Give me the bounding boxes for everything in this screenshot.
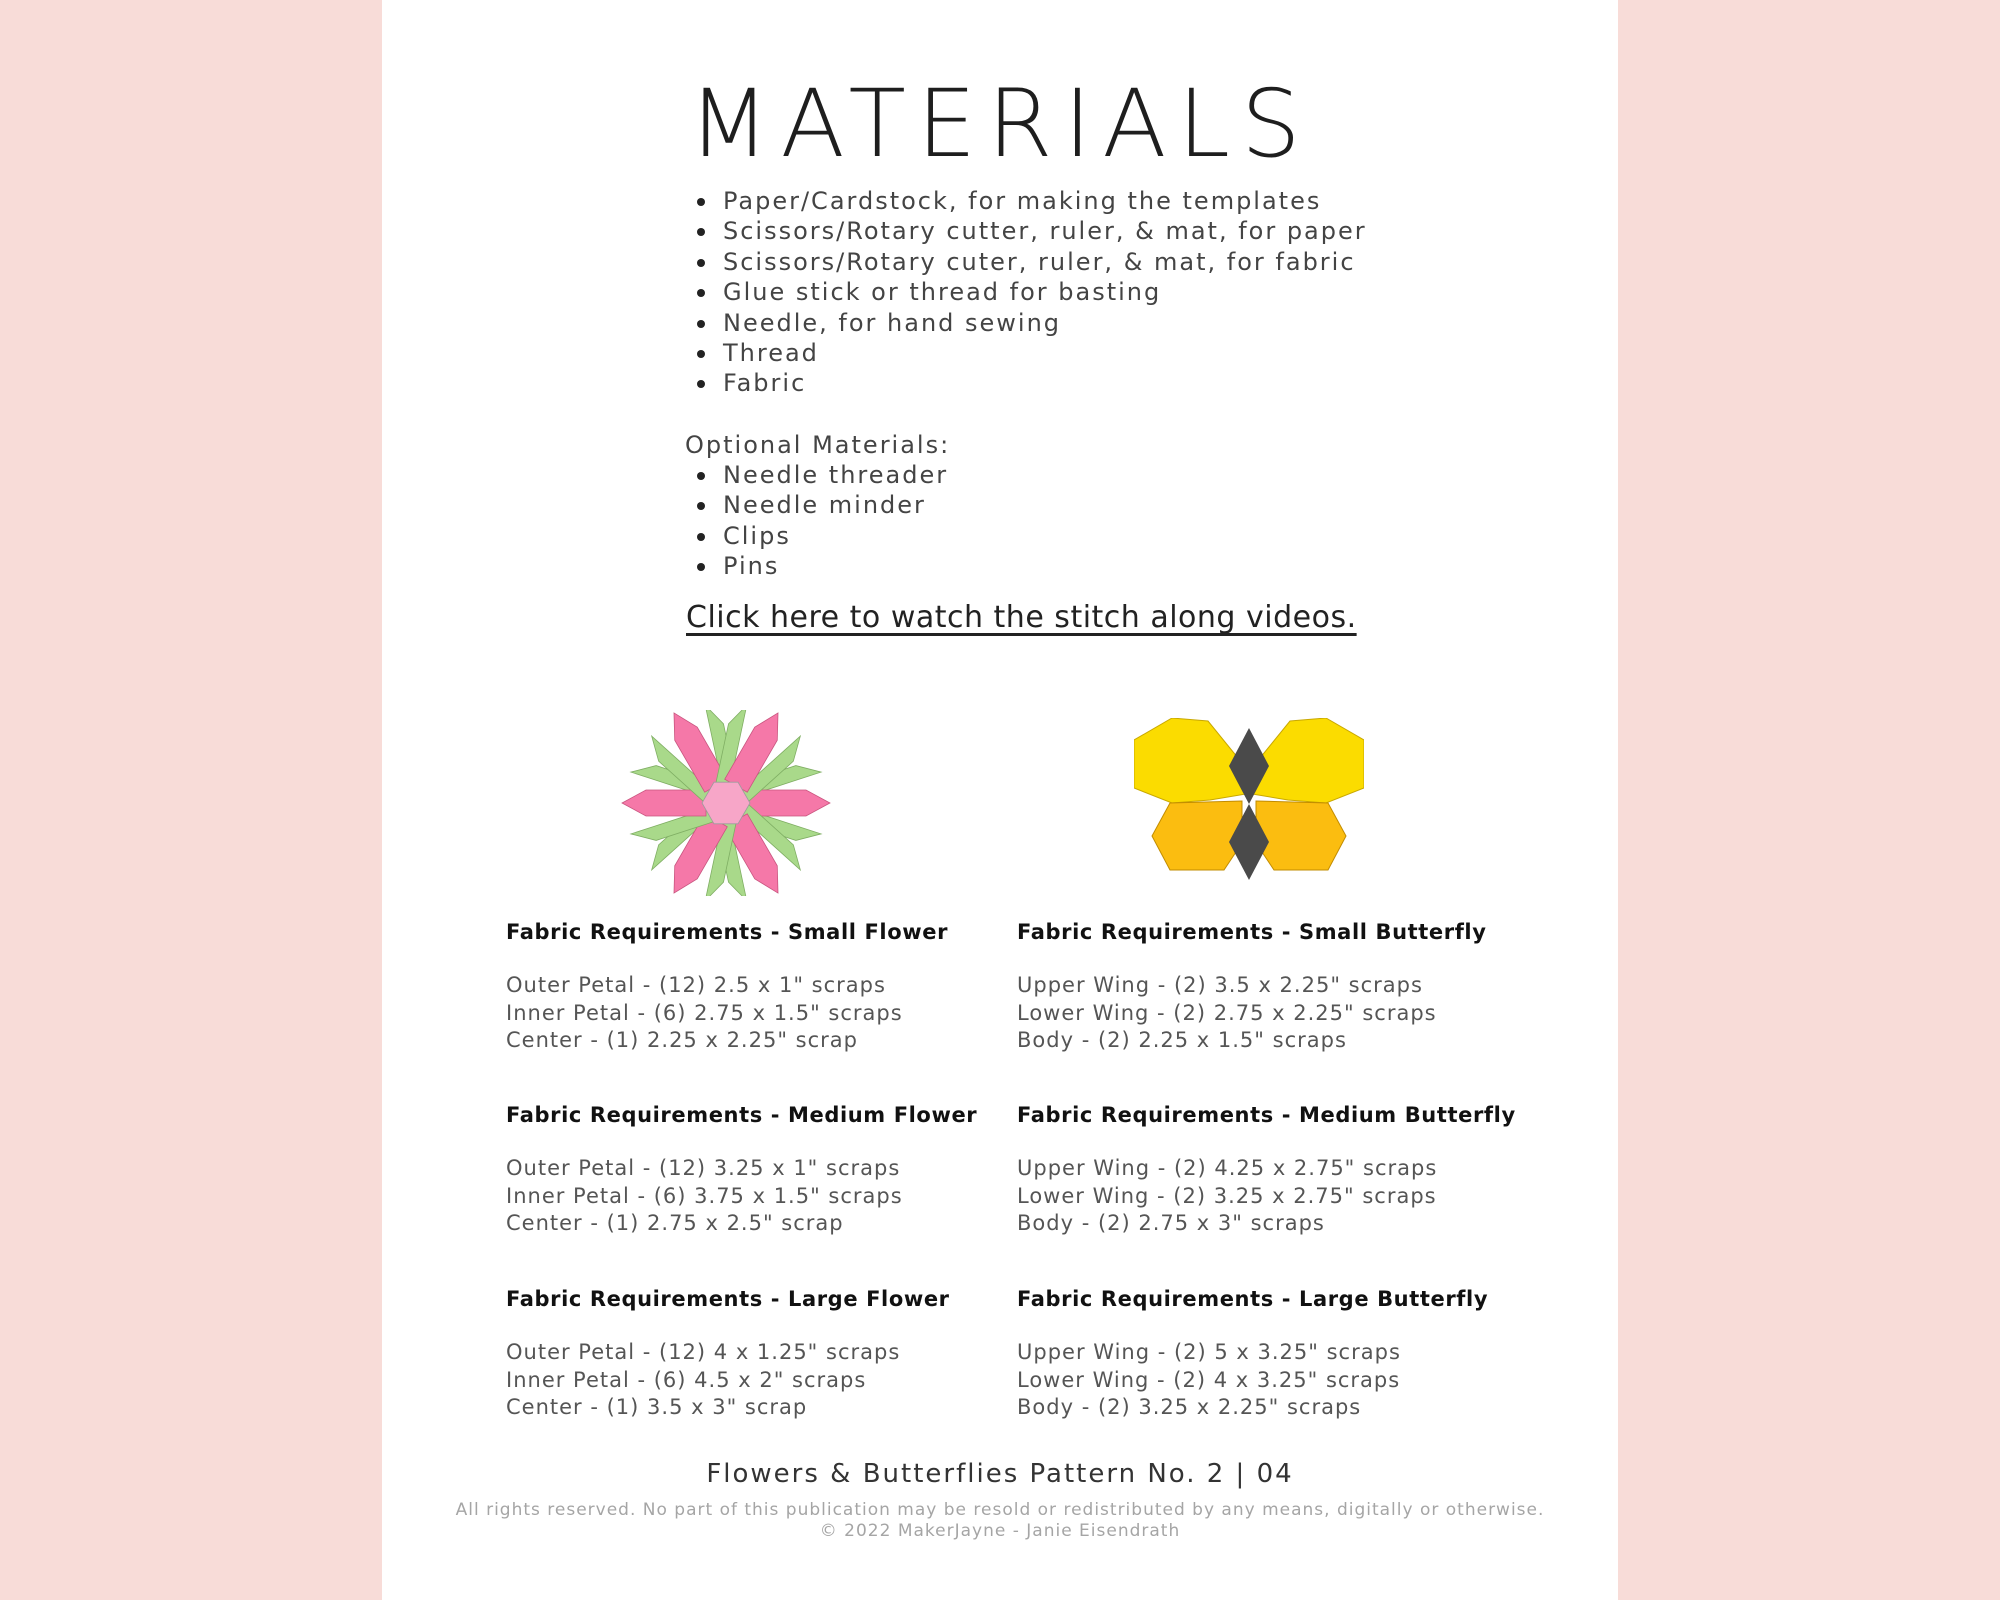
list-item: Needle minder: [685, 490, 948, 520]
req-line: Inner Petal - (6) 2.75 x 1.5" scraps: [506, 1000, 903, 1025]
flower-illustration: [618, 710, 834, 896]
req-line: Inner Petal - (6) 3.75 x 1.5" scraps: [506, 1183, 903, 1208]
req-line: Center - (1) 2.75 x 2.5" scrap: [506, 1211, 844, 1235]
req-line: Outer Petal - (12) 4 x 1.25" scraps: [506, 1340, 901, 1364]
req-heading: Fabric Requirements - Medium Butterfly: [1017, 1103, 1516, 1127]
lower-left-wing: [1152, 801, 1242, 870]
list-item: Paper/Cardstock, for making the templates: [685, 186, 1367, 216]
footer-pattern-title: Flowers & Butterflies Pattern No. 2 | 04: [706, 1459, 1294, 1489]
req-line: Outer Petal - (12) 3.25 x 1" scraps: [506, 1156, 901, 1180]
large-butterfly-requirements: [1017, 1285, 1487, 1422]
list-item: Scissors/Rotary cuter, ruler, & mat, for fabric: [685, 247, 1367, 277]
req-line: Body - (2) 2.25 x 1.5" scraps: [1017, 1028, 1347, 1052]
req-heading: Fabric Requirements - Medium Flower: [506, 1103, 978, 1127]
footer-rights-notice: All rights reserved. No part of this publication may be resold or redistributed by any means, digitally or otherwise.: [455, 1500, 1545, 1520]
lower-right-wing: [1256, 801, 1346, 870]
req-line: Center - (1) 3.5 x 3" scrap: [506, 1395, 808, 1419]
req-line: Body - (2) 3.25 x 2.25" scraps: [1017, 1395, 1362, 1419]
req-line: Body - (2) 2.75 x 3" scraps: [1017, 1211, 1325, 1235]
inner-petal: [746, 790, 830, 816]
req-line: Outer Petal - (12) 2.5 x 1" scraps: [506, 973, 886, 997]
materials-list: [685, 186, 1367, 399]
small-flower-requirements: [506, 918, 976, 1055]
req-heading: Fabric Requirements - Large Flower: [506, 1287, 950, 1311]
butterfly-illustration: [1134, 718, 1364, 888]
footer-copyright: © 2022 MakerJayne - Janie Eisendrath: [819, 1521, 1181, 1541]
medium-flower-requirements: [506, 1101, 976, 1238]
req-line: Inner Petal - (6) 4.5 x 2" scraps: [506, 1367, 867, 1392]
small-butterfly-requirements: [1017, 918, 1487, 1055]
req-line: Lower Wing - (2) 3.25 x 2.75" scraps: [1017, 1183, 1437, 1208]
req-heading: Fabric Requirements - Small Butterfly: [1017, 920, 1487, 944]
req-line: Upper Wing - (2) 3.5 x 2.25" scraps: [1017, 973, 1423, 997]
list-item: Glue stick or thread for basting: [685, 277, 1367, 307]
list-item: Scissors/Rotary cutter, ruler, & mat, for paper: [685, 216, 1367, 246]
list-item: Clips: [685, 521, 948, 551]
large-flower-requirements: [506, 1285, 976, 1422]
list-item: Thread: [685, 338, 1367, 368]
upper-left-wing: [1134, 718, 1246, 803]
page-title: MATERIALS: [688, 70, 1312, 179]
upper-right-wing: [1252, 718, 1364, 803]
req-line: Center - (1) 2.25 x 2.25" scrap: [506, 1028, 858, 1052]
list-item: Fabric: [685, 368, 1367, 398]
req-line: Lower Wing - (2) 2.75 x 2.25" scraps: [1017, 1000, 1437, 1025]
optional-materials-label: Optional Materials:: [685, 431, 951, 459]
medium-butterfly-requirements: [1017, 1101, 1516, 1238]
req-heading: Fabric Requirements - Small Flower: [506, 920, 949, 944]
req-heading: Fabric Requirements - Large Butterfly: [1017, 1287, 1489, 1311]
inner-petal: [622, 790, 706, 816]
stitch-along-videos-link[interactable]: Click here to watch the stitch along videos.: [686, 600, 1357, 635]
req-line: Upper Wing - (2) 4.25 x 2.75" scraps: [1017, 1156, 1438, 1180]
list-item: Needle threader: [685, 460, 948, 490]
optional-materials-list: [685, 460, 948, 582]
req-line: Upper Wing - (2) 5 x 3.25" scraps: [1017, 1340, 1401, 1364]
list-item: Pins: [685, 551, 948, 581]
req-line: Lower Wing - (2) 4 x 3.25" scraps: [1017, 1367, 1401, 1392]
pattern-page: [382, 0, 1618, 1600]
list-item: Needle, for hand sewing: [685, 308, 1367, 338]
